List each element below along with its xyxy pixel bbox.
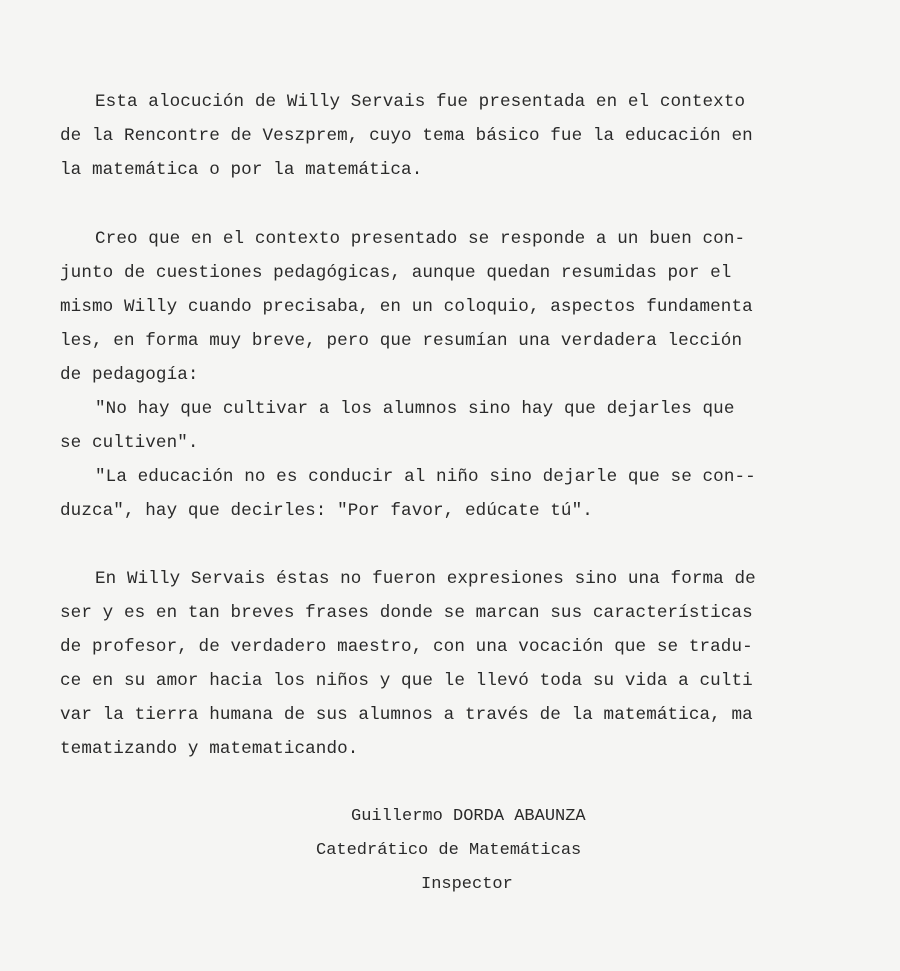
paragraph-3-line-1: En Willy Servais éstas no fueron expresiones sino una forma de	[95, 569, 756, 589]
paragraph-2-line-5: de pedagogía:	[60, 365, 199, 385]
paragraph-3-line-6: tematizando y matematicando.	[60, 739, 359, 759]
quote-1-line-1: "No hay que cultivar a los alumnos sino hay que dejarles que	[95, 399, 735, 419]
paragraph-2-line-3: mismo Willy cuando precisaba, en un coloquio, aspectos fundamenta	[60, 297, 753, 317]
paragraph-3-line-3: de profesor, de verdadero maestro, con una vocación que se tradu-	[60, 637, 753, 657]
paragraph-1-line-2: de la Rencontre de Veszprem, cuyo tema básico fue la educación en	[60, 126, 753, 146]
signature-title: Catedrático de Matemáticas	[316, 841, 582, 860]
signature-role: Inspector	[421, 875, 513, 894]
paragraph-2-line-2: junto de cuestiones pedagógicas, aunque quedan resumidas por el	[60, 263, 732, 283]
quote-2-line-2: duzca", hay que decirles: "Por favor, edúcate tú".	[60, 501, 593, 521]
paragraph-2-line-1: Creo que en el contexto presentado se responde a un buen con-	[95, 229, 746, 249]
signature-name: Guillermo DORDA ABAUNZA	[351, 807, 586, 826]
paragraph-1-line-3: la matemática o por la matemática.	[60, 160, 423, 180]
paragraph-1-line-1: Esta alocución de Willy Servais fue presentada en el contexto	[95, 92, 746, 112]
quote-1-line-2: se cultiven".	[60, 433, 199, 453]
paragraph-3-line-2: ser y es en tan breves frases donde se marcan sus características	[60, 603, 753, 623]
paragraph-3-line-5: var la tierra humana de sus alumnos a través de la matemática, ma	[60, 705, 753, 725]
paragraph-3-line-4: ce en su amor hacia los niños y que le llevó toda su vida a culti	[60, 671, 753, 691]
paragraph-2-line-4: les, en forma muy breve, pero que resumían una verdadera lección	[60, 331, 743, 351]
quote-2-line-1: "La educación no es conducir al niño sino dejarle que se con--	[95, 467, 756, 487]
